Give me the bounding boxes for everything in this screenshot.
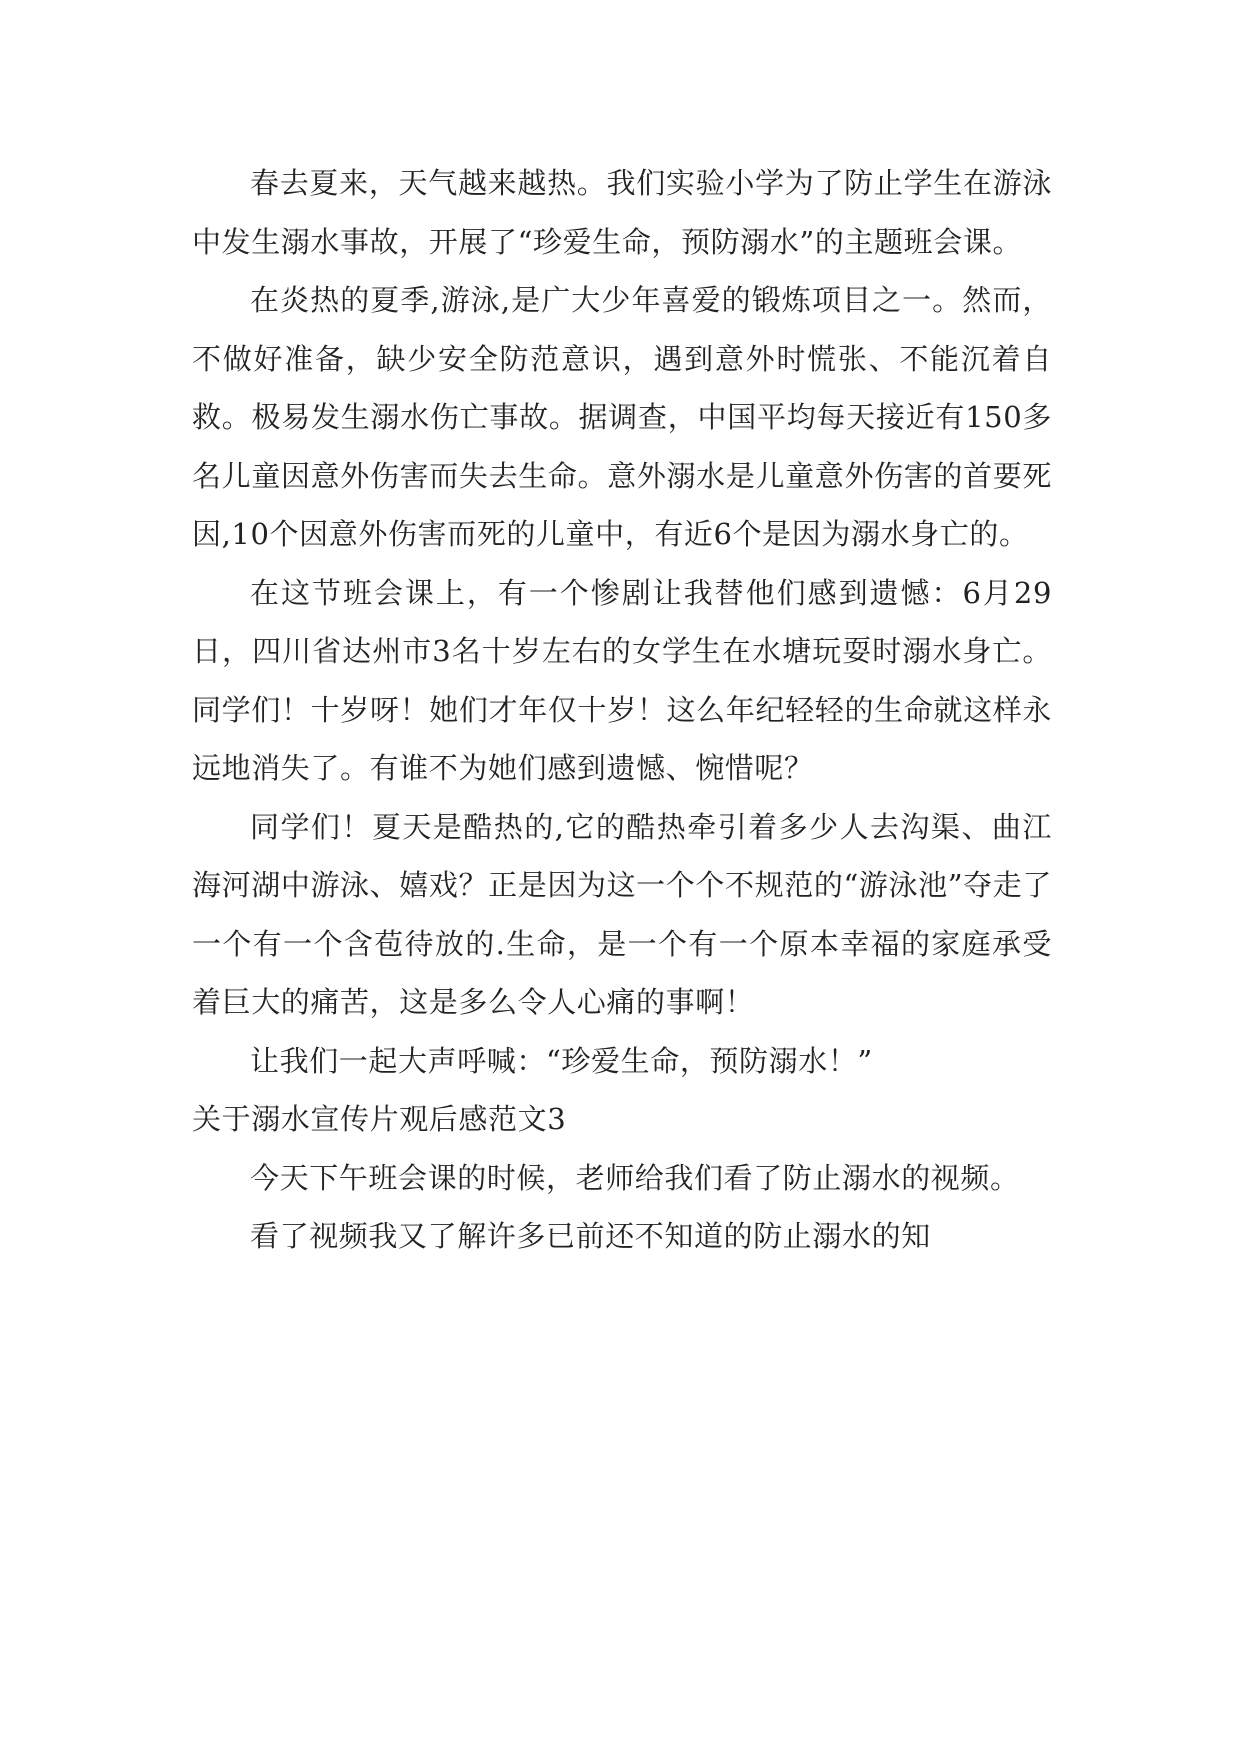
paragraph-appeal: 同学们！夏天是酷热的,它的酷热牵引着多少人去沟渠、曲江海河湖中游泳、嬉戏？正是因为这一个个不规范的“游泳池”夺走了一个有一个含苞待放的.生命，是一个有一个原本幸福的家庭承受着巨大的痛苦，这是多么令人心痛的事啊！	[192, 809, 1052, 1019]
paragraph-summer-swimming: 在炎热的夏季,游泳,是广大少年喜爱的锻炼项目之一。然而，不做好准备，缺少安全防范意识，遇到意外时慌张、不能沉着自救。极易发生溺水伤亡事故。据调查，中国平均每天接近有150多名儿童因意外伤害而失去生命。意外溺水是儿童意外伤害的首要死因,10个因意外伤害而死的儿童中，有近6个是因为溺水身亡的。	[192, 283, 1052, 551]
section-title: 关于溺水宣传片观后感范文3	[192, 1102, 567, 1136]
paragraph-intro: 春去夏来，天气越来越热。我们实验小学为了防止学生在游泳中发生溺水事故，开展了“珍爱生命，预防溺水”的主题班会课。	[192, 166, 1052, 259]
paragraph-tragedy: 在这节班会课上，有一个惨剧让我替他们感到遗憾：6月29日，四川省达州市3名十岁左右的女学生在水塘玩耍时溺水身亡。同学们！十岁呀！她们才年仅十岁！这么年纪轻轻的生命就这样永远地消失了。有谁不为她们感到遗憾、惋惜呢？	[192, 575, 1052, 785]
paragraph-class-video: 今天下午班会课的时候，老师给我们看了防止溺水的视频。	[250, 1160, 1020, 1195]
paragraph-slogan: 让我们一起大声呼喊：“珍爱生命，预防溺水！”	[250, 1043, 873, 1078]
paragraph-knowledge: 看了视频我又了解许多已前还不知道的防止溺水的知	[250, 1219, 931, 1253]
document-body	[192, 154, 1052, 1266]
